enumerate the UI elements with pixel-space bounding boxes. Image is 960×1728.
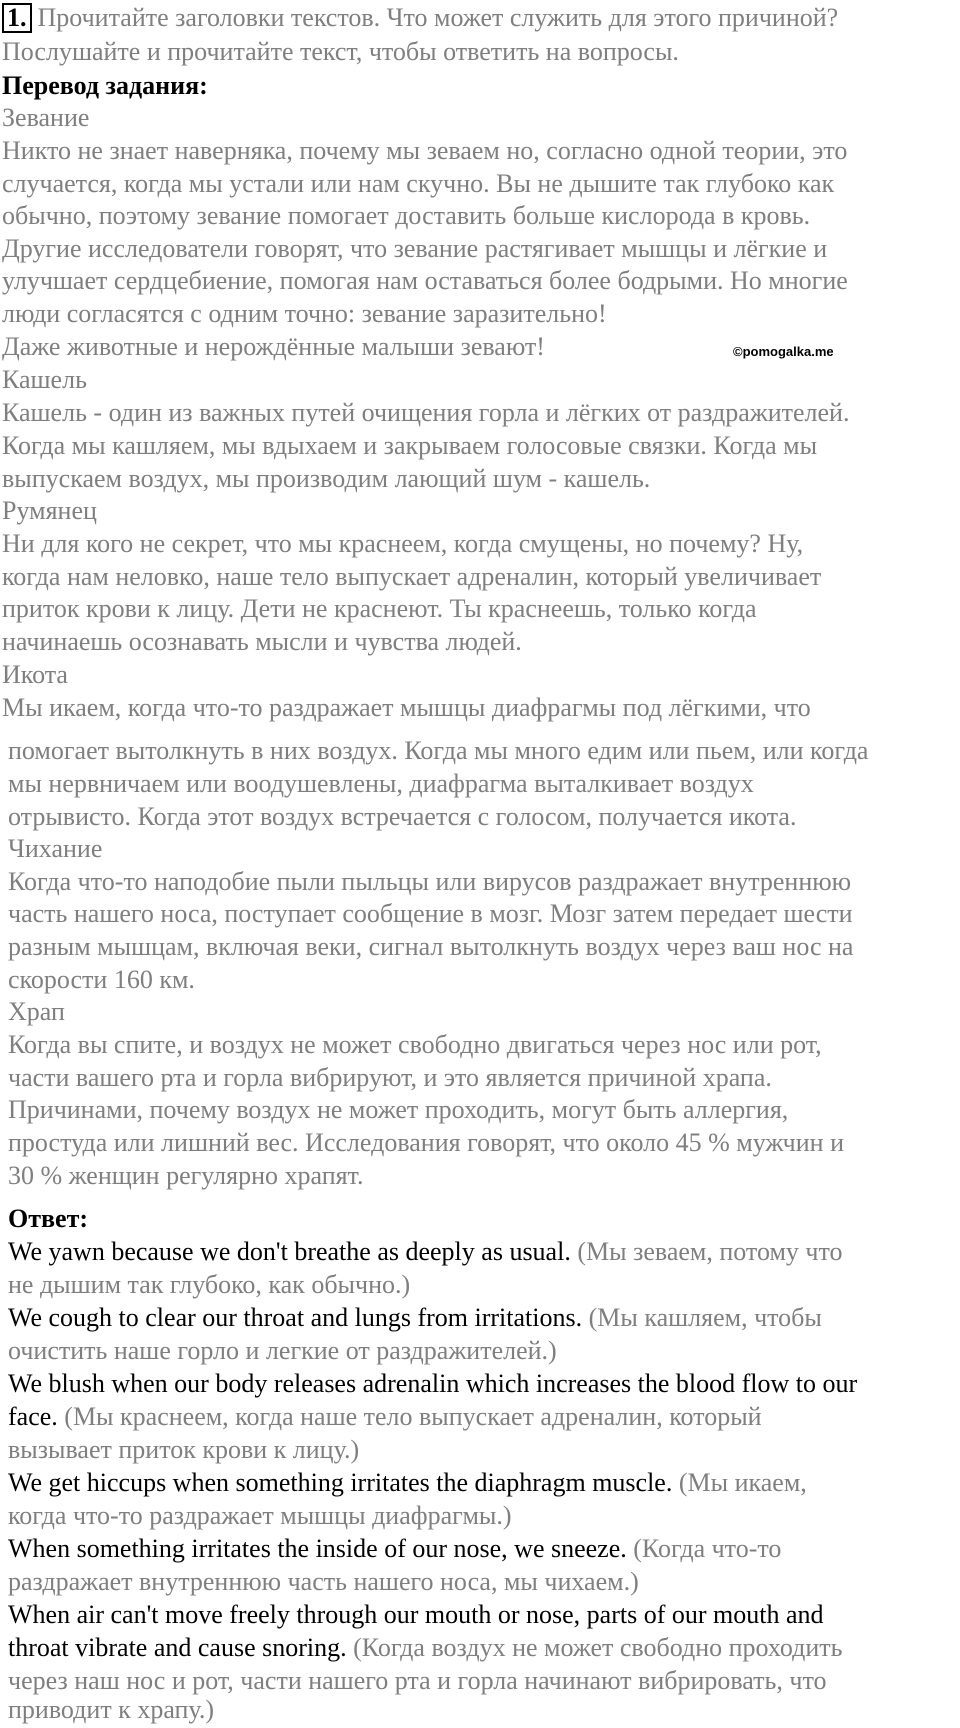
answer-6-russian: через наш нос и рот, части нашего рта и горла начинают вибрировать, что — [8, 1666, 827, 1695]
task-line-1 — [2, 2, 838, 34]
yawn-line: люди согласятся с одним точно: зевание заразительно! — [2, 299, 607, 328]
yawn-line: Никто не знает наверняка, почему мы зеваем но, согласно одной теории, это — [2, 136, 848, 165]
answer-6-russian: (Когда воздух не может свободно проходить — [346, 1633, 843, 1662]
cough-line: Когда мы кашляем, мы вдыхаем и закрываем голосовые связки. Когда мы — [2, 431, 818, 460]
blush-line: начинаешь осознавать мысли и чувства людей. — [2, 627, 522, 656]
yawn-line: улучшает сердцебиение, помогая нам оставаться более бодрыми. Но многие — [2, 266, 848, 295]
answer-5-russian: раздражает внутреннюю часть нашего носа, мы чихаем.) — [8, 1567, 639, 1596]
answer-4-english: We get hiccups when something irritates the diaphragm muscle. — [8, 1468, 673, 1497]
answer-2-russian: (Мы кашляем, чтобы — [582, 1303, 822, 1332]
snore-line: 30 % женщин регулярно храпят. — [8, 1161, 364, 1190]
task-instruction: Прочитайте заголовки текстов. Что может служить для этого причиной? — [37, 3, 839, 32]
yawn-line: случается, когда мы устали или нам скучно. Вы не дышите так глубоко как — [2, 169, 835, 198]
cough-title: Кашель — [2, 365, 87, 394]
answer-4-russian: (Мы икаем, — [672, 1468, 807, 1497]
cough-line: выпускаем воздух, мы производим лающий шум - кашель. — [2, 464, 651, 493]
sneeze-title: Чихание — [8, 834, 103, 863]
hiccup-title: Икота — [2, 660, 68, 689]
yawn-line: обычно, поэтому зевание помогает доставить больше кислорода в кровь. — [2, 201, 811, 230]
answer-1-russian: (Мы зеваем, потому что — [570, 1237, 843, 1266]
answer-3-line — [8, 1401, 762, 1433]
answer-6-english: When air can't move freely through our mouth or nose, parts of our mouth and — [8, 1600, 824, 1629]
yawn-line: Другие исследователи говорят, что зевание растягивает мышцы и лёгкие и — [2, 234, 828, 263]
snore-line: Когда вы спите, и воздух не может свободно двигаться через нос или рот, — [8, 1030, 822, 1059]
answer-3-russian: (Мы краснеем, когда наше тело выпускает адреналин, который — [57, 1402, 762, 1431]
sneeze-line: Когда что-то наподобие пыли пыльцы или вирусов раздражает внутреннюю — [8, 867, 852, 896]
hiccup-line: мы нервничаем или воодушевлены, диафрагма выталкивает воздух — [8, 769, 754, 798]
snore-title: Храп — [8, 997, 65, 1026]
sneeze-line: часть нашего носа, поступает сообщение в мозг. Мозг затем передает шести — [8, 899, 853, 928]
blush-line: Ни для кого не секрет, что мы краснеем, когда смущены, но почему? Ну, — [2, 529, 804, 558]
answer-4-line — [8, 1467, 807, 1499]
answer-3-english: face. — [8, 1402, 58, 1431]
snore-line: Причинами, почему воздух не может проходить, могут быть аллергия, — [8, 1095, 789, 1124]
snore-line: простуда или лишний вес. Исследования говорят, что около 45 % мужчин и — [8, 1128, 844, 1157]
answer-1-line — [8, 1236, 843, 1268]
blush-line: когда нам неловко, наше тело выпускает адреналин, который увеличивает — [2, 562, 822, 591]
hiccup-line: Мы икаем, когда что-то раздражает мышцы диафрагмы под лёгкими, что — [2, 693, 811, 722]
cough-line: Кашель - один из важных путей очищения горла и лёгких от раздражителей. — [2, 398, 850, 427]
answer-6-russian: приводит к храпу.) — [8, 1695, 214, 1724]
hiccup-line: отрывисто. Когда этот воздух встречается с голосом, получается икота. — [8, 802, 797, 831]
answer-2-line — [8, 1302, 822, 1334]
answer-3-english: We blush when our body releases adrenalin which increases the blood flow to our — [8, 1369, 858, 1398]
snore-line: части вашего рта и горла вибрируют, и это является причиной храпа. — [8, 1063, 772, 1092]
hiccup-line: помогает вытолкнуть в них воздух. Когда мы много едим или пьем, или когда — [8, 736, 869, 765]
answer-6-english: throat vibrate and cause snoring. — [8, 1633, 347, 1662]
sneeze-line: разным мышцам, включая веки, сигнал вытолкнуть воздух через ваш нос на — [8, 932, 854, 961]
answer-4-russian: когда что-то раздражает мышцы диафрагмы.) — [8, 1501, 512, 1530]
task-number-box: 1. — [2, 3, 32, 33]
answer-5-russian: (Когда что-то — [626, 1534, 782, 1563]
answer-6-line — [8, 1632, 843, 1664]
answer-2-russian: очистить наше горло и легкие от раздражителей.) — [8, 1336, 557, 1365]
answer-3-russian: вызывает приток крови к лицу.) — [8, 1435, 360, 1464]
answer-1-english: We yawn because we don't breathe as deeply as usual. — [8, 1237, 571, 1266]
task-line-2: Послушайте и прочитайте текст, чтобы ответить на вопросы. — [2, 37, 679, 66]
blush-line: приток крови к лицу. Дети не краснеют. Ты краснеешь, только когда — [2, 594, 757, 623]
answer-heading: Ответ: — [8, 1204, 89, 1233]
yawn-title: Зевание — [2, 103, 90, 132]
blush-title: Румянец — [2, 496, 97, 525]
sneeze-line: скорости 160 км. — [8, 965, 195, 994]
translation-heading: Перевод задания: — [2, 71, 208, 100]
answer-2-english: We cough to clear our throat and lungs from irritations. — [8, 1303, 583, 1332]
yawn-line: Даже животные и нерождённые малыши зевают! — [2, 332, 545, 361]
watermark: ©pomogalka.me — [733, 344, 834, 359]
answer-5-line — [8, 1533, 781, 1565]
answer-1-russian: не дышим так глубоко, как обычно.) — [8, 1270, 411, 1299]
answer-5-english: When something irritates the inside of our nose, we sneeze. — [8, 1534, 627, 1563]
